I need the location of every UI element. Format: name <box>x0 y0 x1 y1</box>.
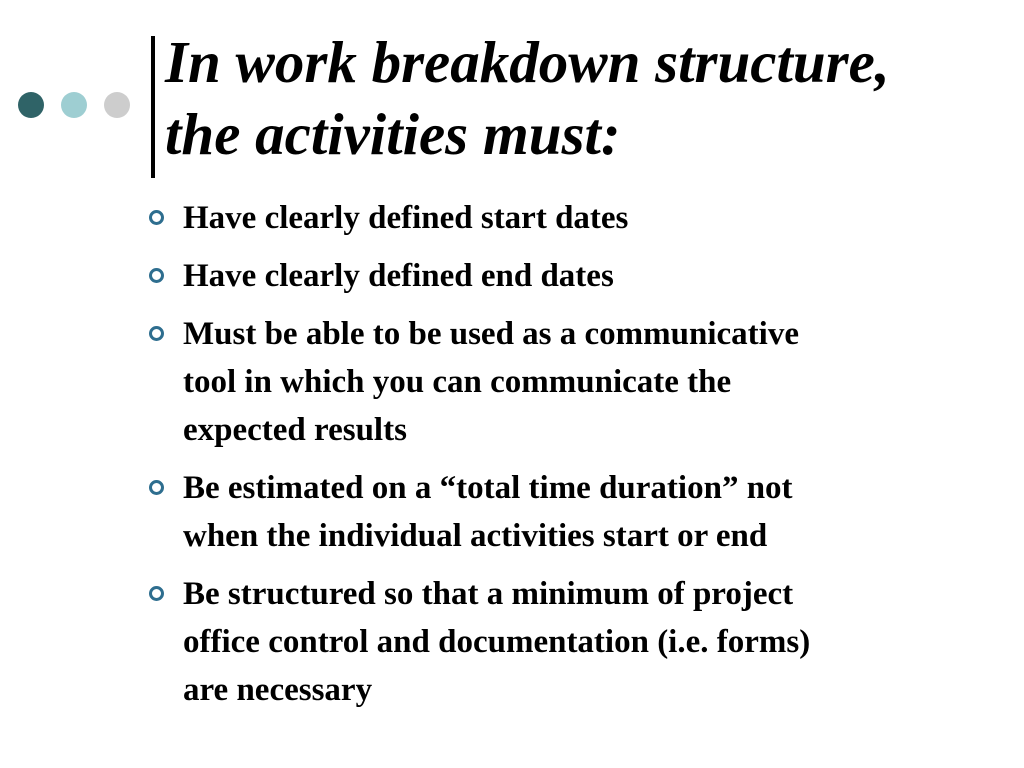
bullet-text: are necessary <box>183 672 373 708</box>
bullet-list <box>145 194 965 724</box>
bullet-item <box>145 194 965 242</box>
slide-title-line-1: In work breakdown structure, <box>165 29 890 95</box>
bullet-text: Have clearly defined end dates <box>183 258 614 294</box>
bullet-ring-icon <box>149 210 164 225</box>
title-divider-bar <box>151 36 155 178</box>
dark-teal-dot-icon <box>18 92 44 118</box>
bullet-text: Be estimated on a “total time duration” not <box>183 470 793 506</box>
bullet-text: Have clearly defined start dates <box>183 200 629 236</box>
bullet-text: tool in which you can communicate the <box>183 364 732 400</box>
bullet-item <box>145 310 965 454</box>
slide-title <box>165 26 1005 170</box>
decorative-dots <box>0 92 140 120</box>
bullet-item <box>145 464 965 560</box>
bullet-ring-icon <box>149 326 164 341</box>
bullet-text: when the individual activities start or end <box>183 518 768 554</box>
bullet-item <box>145 570 965 714</box>
bullet-ring-icon <box>149 586 164 601</box>
bullet-text: Must be able to be used as a communicative <box>183 316 799 352</box>
bullet-ring-icon <box>149 268 164 283</box>
slide-title-line-2: the activities must: <box>165 101 621 167</box>
bullet-item <box>145 252 965 300</box>
light-teal-dot-icon <box>61 92 87 118</box>
bullet-text: expected results <box>183 412 407 448</box>
bullet-text: office control and documentation (i.e. forms) <box>183 624 811 660</box>
gray-dot-icon <box>104 92 130 118</box>
bullet-text: Be structured so that a minimum of project <box>183 576 794 612</box>
bullet-ring-icon <box>149 480 164 495</box>
